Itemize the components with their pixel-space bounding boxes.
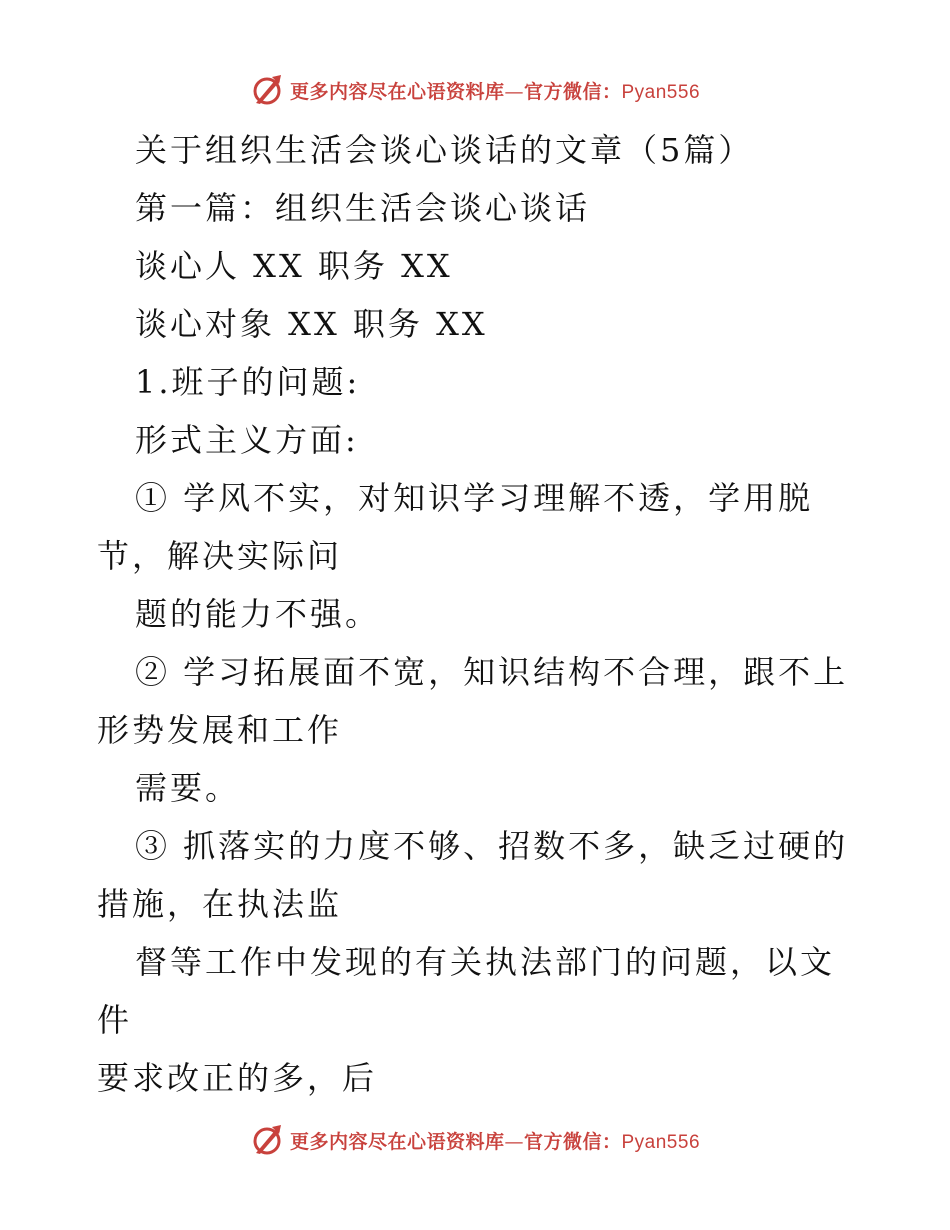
text-line: ③ 抓落实的力度不够、招数不多，缺乏过硬的 (135, 827, 849, 865)
text-line: ② 学习拓展面不宽，知识结构不合理，跟不上 (135, 653, 849, 691)
text-line: 形式主义方面: (135, 421, 359, 459)
text-line: 第一篇：组织生活会谈心谈话 (135, 189, 591, 227)
quill-pen-logo-icon (250, 1123, 284, 1157)
banner-text: 更多内容尽在心语资料库—官方微信：Pyan556 (289, 1130, 701, 1153)
text-line: 节，解决实际问 (97, 537, 343, 575)
footer-banner (0, 1120, 950, 1160)
document-body (97, 121, 857, 1107)
banner-text: 更多内容尽在心语资料库—官方微信：Pyan556 (289, 80, 701, 103)
quill-pen-logo-icon (250, 73, 284, 107)
text-line: 要求改正的多，后 (97, 1059, 378, 1097)
text-line: 需要。 (135, 769, 241, 807)
text-line: 题的能力不强。 (135, 595, 381, 633)
document-title: 关于组织生活会谈心谈话的文章（5篇） (135, 131, 754, 169)
text-line: 1.班子的问题: (135, 363, 361, 401)
text-line: ① 学风不实，对知识学习理解不透，学用脱 (135, 479, 814, 517)
text-line: 督等工作中发现的有关执法部门的问题，以文件 (97, 943, 836, 1039)
header-banner (0, 70, 950, 110)
text-line: 措施，在执法监 (97, 885, 343, 923)
text-line: 谈心对象 XX 职务 XX (135, 305, 488, 343)
text-line: 形势发展和工作 (97, 711, 343, 749)
text-line: 谈心人 XX 职务 XX (135, 247, 453, 285)
